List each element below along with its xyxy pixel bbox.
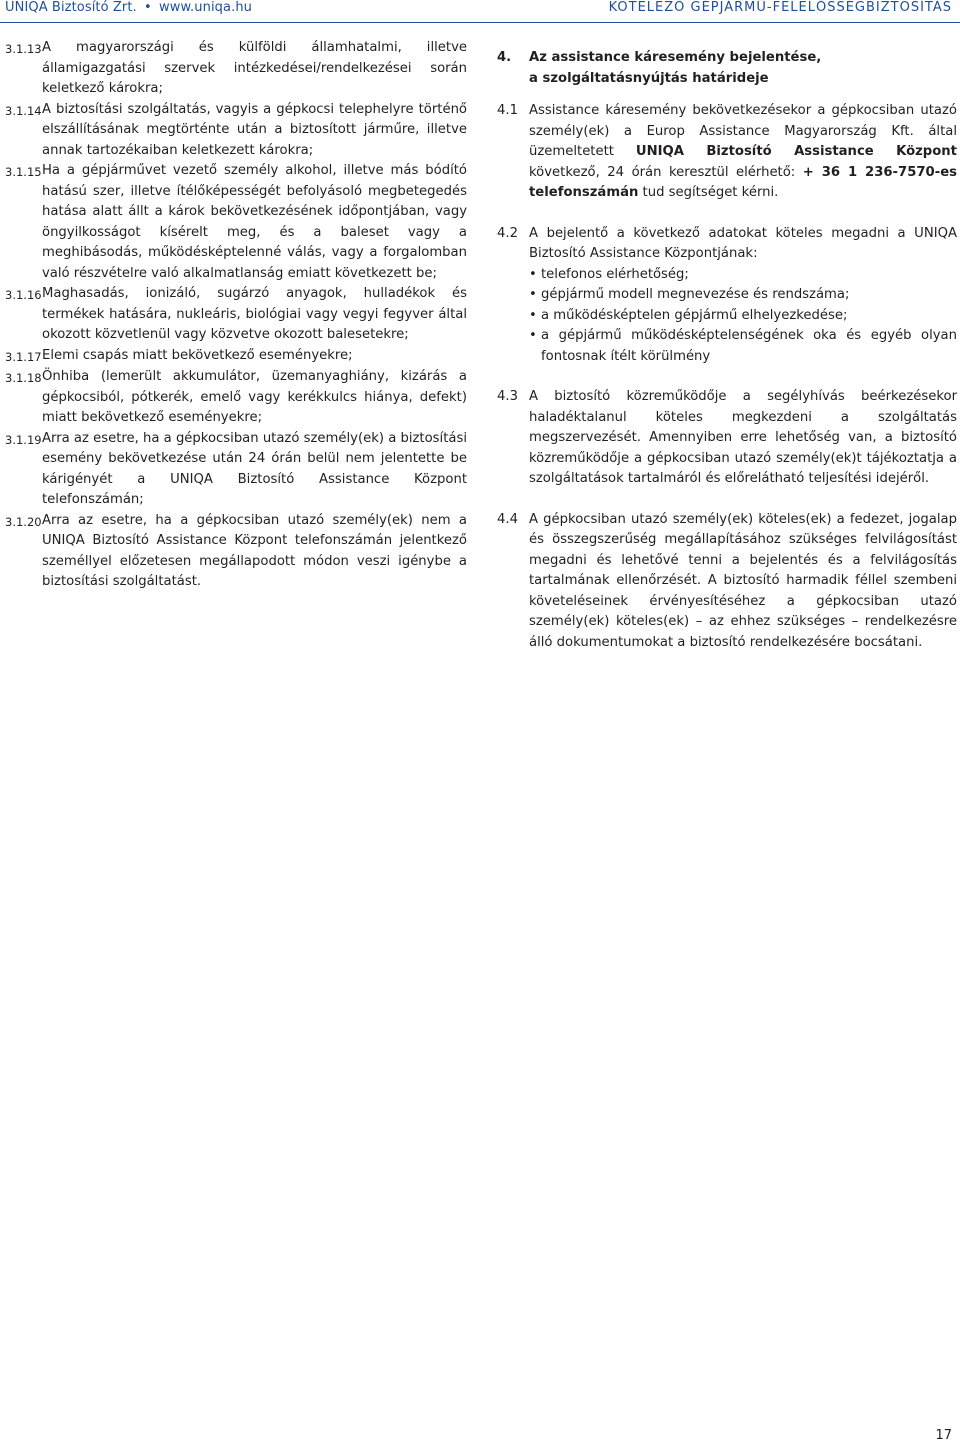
- item-text: Önhiba (lemerült akkumulátor, üzemanyaghiány, kizárás a gépkocsiból, pótkerék, emelő vagy kerékkulcs hiánya, defekt) miatt bekövetkező eseményekre;: [42, 369, 467, 425]
- item-number: 4.2: [497, 225, 518, 241]
- item-number: 3.1.17: [5, 349, 42, 364]
- assistance-phone: + 36 1 236-7570-es telefonszámán: [529, 164, 957, 200]
- bullet-item: • telefonos elérhetőség;: [529, 265, 957, 286]
- item-number: 3.1.13: [5, 42, 42, 56]
- item-text: Arra az esetre, ha a gépkocsiban utazó személy(ek) nem a UNIQA Biztosító Assistance Központ telefonszámán jelentkező személlyel előzetesen megállapodott módon veszi igénybe a biztosítási szolgáltatást.: [42, 512, 467, 589]
- bullet-item: • a gépjármű működésképtelenségének oka és egyéb olyan fontosnak ítélt körülmény: [529, 326, 957, 367]
- bullet-list: [529, 265, 957, 368]
- clause-4-4: [497, 510, 957, 654]
- bullet-item: • gépjármű modell megnevezése és rendszáma;: [529, 285, 957, 306]
- item-text: A magyarországi és külföldi államhatalmi, illetve államigazgatási szervek intézkedései/rendelkezései során keletkező károkra;: [42, 40, 467, 96]
- item-number: 3.1.16: [5, 288, 42, 302]
- list-item: [5, 367, 467, 429]
- item-number: 4.3: [497, 389, 518, 404]
- item-text: Arra az esetre, ha a gépkocsiban utazó személy(ek) a biztosítási esemény bekövetkezése után 24 órán belül nem jelentette be kárigényét a UNIQA Biztosító Assistance Központ telefonszámán;: [42, 430, 467, 507]
- item-text: Assistance káresemény bekövetkezésekor a gépkocsiban utazó személy(ek) a Europ Assistance Magyarország Kft. által üzemeltetett UNIQA Biztosító Assistance Központ következő, 24 órán keresztül elérhető: + 36 1 236-7570-es telefonszámán tud segítséget kérni.: [529, 103, 957, 200]
- item-number: 3.1.18: [5, 371, 42, 385]
- section-heading: [497, 48, 957, 89]
- list-item: [5, 511, 467, 593]
- brand-name: UNIQA Biztosító Zrt.: [5, 0, 137, 15]
- item-text: Maghasadás, ionizáló, sugárzó anyagok, hulladékok és termékek hatására, nukleáris, biológiai vagy vegyi fegyver által okozott közvetlenül vagy közvetve okozott balesetekre;: [42, 286, 467, 342]
- right-column: [497, 38, 957, 673]
- list-item: [5, 38, 467, 100]
- brand-url[interactable]: www.uniqa.hu: [159, 0, 253, 15]
- clause-4-1: [497, 101, 957, 204]
- bullet-item: • a működésképtelen gépjármű elhelyezkedése;: [529, 306, 957, 327]
- list-item: [5, 429, 467, 511]
- item-text: Elemi csapás miatt bekövetkező eseményekre;: [42, 347, 353, 363]
- assistance-center-name: UNIQA Biztosító Assistance Központ: [635, 144, 957, 159]
- list-item: [5, 346, 467, 368]
- item-number: 3.1.14: [5, 103, 42, 118]
- item-number: 3.1.15: [5, 165, 42, 179]
- item-number: 4.1: [497, 103, 518, 118]
- item-text: A gépkocsiban utazó személy(ek) köteles(ek) a fedezet, jogalap és összegszerűség megállapításához szükséges felvilágosítást megadni és lehetővé tenni a bejelentés és a felvilágosítás tartalmának ellenőrzését. A biztosító harmadik féllel szembeni követeléseinek érvényesítéséhez a gépkocsiban utazó személy(ek) köteles(ek) – az ehhez szükséges – rendelkezésre álló dokumentumokat a biztosító rendelkezésére bocsátani.: [529, 511, 957, 650]
- item-number: 3.1.19: [5, 432, 42, 447]
- header-divider: [0, 22, 960, 23]
- document-title: KÖTELEZŐ GÉPJÁRMŰ-FELELŐSSÉGBIZTOSÍTÁS: [608, 0, 952, 15]
- section-number: 4.: [497, 50, 512, 65]
- clause-4-3: [497, 387, 957, 490]
- item-number: 4.4: [497, 511, 518, 527]
- item-text: A bejelentő a következő adatokat köteles megadni a UNIQA Biztosító Assistance Központjának: • telefonos elérhetőség; • gépjármű modell megnevezése és rendszáma; • a működésképtelen gépjármű elhelyezkedése; • a gépjármű működésképtelenségének oka és egyéb olyan fontosnak ítélt körülmény: [529, 224, 957, 368]
- section-title: Az assistance káresemény bejelentése, a szolgáltatásnyújtás határideje: [529, 50, 822, 86]
- item-text: A biztosító közreműködője a segélyhívás beérkezésekor haladéktalanul köteles megkezdeni a szolgáltatás megszervezését. Amennyiben erre lehetőség van, a biztosító közreműködője a gépkocsiban utazó személy(ek)t tájékoztatja a szolgáltatások tartalmáról és előrelátható teljesítési idejéről.: [529, 389, 957, 486]
- list-item: [5, 161, 467, 284]
- left-column: [5, 38, 467, 593]
- clause-4-2: [497, 224, 957, 368]
- item-text: A biztosítási szolgáltatás, vagyis a gépkocsi telephelyre történő elszállításának megtörténte után a biztosított járműre, illetve annak tartozékaiban keletkezett károkra;: [42, 101, 467, 158]
- list-item: [5, 284, 467, 346]
- header-brand-line: [5, 0, 252, 15]
- item-number: 3.1.20: [5, 514, 42, 529]
- page-number: 17: [935, 1428, 952, 1443]
- separator-dot: •: [144, 0, 152, 15]
- list-item: [5, 100, 467, 162]
- item-text: Ha a gépjárművet vezető személy alkohol, illetve más bódító hatású szer, illetve ítélőképességét befolyásoló megbetegedés hatása alatt állt a károk bekövetkezésének időpontjában, vagy öngyilkosságot kísérelt meg, és a baleset vagy a meghibásodás, működésképtelenné válás, vagy a forgalomban való részvételre való alkalmatlanság emiatt következett be;: [42, 163, 467, 281]
